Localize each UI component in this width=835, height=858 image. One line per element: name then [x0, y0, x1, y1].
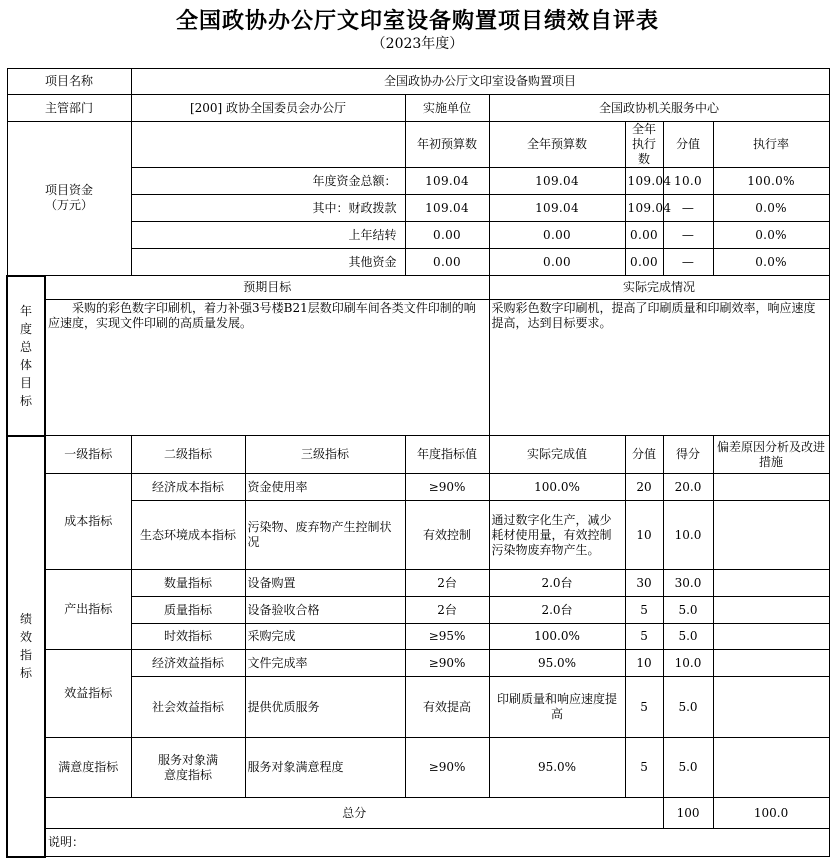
score-cell: 5.0 [663, 738, 713, 798]
funds-row-executed: 109.04 [625, 195, 663, 222]
level1-cost: 成本指标 [45, 474, 131, 570]
funds-row-value: 10.0 [663, 168, 713, 195]
value-cell: 10 [625, 501, 663, 570]
funds-row-name: 年度资金总额： [131, 168, 405, 195]
funds-row-annual: 0.00 [489, 249, 625, 276]
deviation-cell [713, 474, 829, 501]
note-label: 说明： [45, 829, 829, 857]
target-cell: ≥90% [405, 650, 489, 677]
level2-cell: 数量指标 [131, 570, 245, 597]
goals-expected-header: 预期目标 [45, 276, 489, 300]
funds-row-value: — [663, 195, 713, 222]
indicator-row [7, 738, 829, 798]
perf-header-target: 年度指标值 [405, 436, 489, 474]
target-cell: ≥95% [405, 624, 489, 650]
total-row [7, 798, 829, 829]
project-name-value: 全国政协办公厅文印室设备购置项目 [131, 69, 829, 95]
impl-label: 实施单位 [405, 95, 489, 122]
perf-header-row [7, 436, 829, 474]
funds-row-rate: 0.0% [713, 195, 829, 222]
level3-cell: 设备购置 [245, 570, 405, 597]
funds-label-line1: 项目资金 [45, 183, 94, 198]
funds-row-name: 其中：财政拨款 [131, 195, 405, 222]
department-row [7, 95, 829, 122]
perf-header-level1: 一级指标 [45, 436, 131, 474]
funds-row-initial: 0.00 [405, 222, 489, 249]
funds-row-rate: 100.0% [713, 168, 829, 195]
value-cell: 10 [625, 650, 663, 677]
funds-row-initial: 0.00 [405, 249, 489, 276]
indicator-row [7, 650, 829, 677]
actual-cell: 通过数字化生产，减少耗材使用量，有效控制污染物废弃物产生。 [489, 501, 625, 570]
actual-cell: 95.0% [489, 650, 625, 677]
dept-value: [200] 政协全国委员会办公厅 [131, 95, 405, 122]
perf-header-deviation: 偏差原因分析及改进措施 [713, 436, 829, 474]
funds-row-initial: 109.04 [405, 168, 489, 195]
funds-header-row [7, 122, 829, 168]
funds-header-value: 分值 [663, 122, 713, 168]
score-cell: 20.0 [663, 474, 713, 501]
score-cell: 10.0 [663, 501, 713, 570]
target-cell: ≥90% [405, 738, 489, 798]
perf-side-label: 绩效指标 [7, 436, 45, 857]
funds-row-executed: 109.04 [625, 168, 663, 195]
deviation-cell [713, 677, 829, 738]
deviation-cell [713, 624, 829, 650]
score-cell: 30.0 [663, 570, 713, 597]
target-cell: 有效控制 [405, 501, 489, 570]
level3-cell: 提供优质服务 [245, 677, 405, 738]
funds-row-executed: 0.00 [625, 222, 663, 249]
page-title: 全国政协办公厅文印室设备购置项目绩效自评表 [175, 8, 659, 34]
level3-cell: 污染物、废弃物产生控制状况 [245, 501, 405, 570]
funds-row [7, 168, 829, 195]
actual-cell: 2.0台 [489, 570, 625, 597]
actual-cell: 2.0台 [489, 597, 625, 624]
total-score: 100.0 [713, 798, 829, 829]
value-cell: 5 [625, 624, 663, 650]
funds-row [7, 249, 829, 276]
level2-cell: 时效指标 [131, 624, 245, 650]
funds-row-executed: 0.00 [625, 249, 663, 276]
level3-cell: 采购完成 [245, 624, 405, 650]
funds-row-annual: 109.04 [489, 195, 625, 222]
total-label: 总分 [45, 798, 663, 829]
indicator-row [7, 474, 829, 501]
indicator-row [7, 570, 829, 597]
goals-content-row [7, 300, 829, 436]
value-cell: 20 [625, 474, 663, 501]
goals-header-row [7, 276, 829, 300]
deviation-cell [713, 597, 829, 624]
perf-header-level2: 二级指标 [131, 436, 245, 474]
indicator-row [7, 501, 829, 570]
funds-row-name: 上年结转 [131, 222, 405, 249]
project-name-label: 项目名称 [7, 69, 131, 95]
deviation-cell [713, 570, 829, 597]
goals-actual-text: 采购彩色数字印刷机，提高了印刷质量和印刷效率，响应速度提高，达到目标要求。 [489, 300, 829, 436]
funds-header-initial: 年初预算数 [405, 122, 489, 168]
funds-row-rate: 0.0% [713, 249, 829, 276]
target-cell: 有效提高 [405, 677, 489, 738]
note-row [7, 829, 829, 857]
perf-header-actual: 实际完成值 [489, 436, 625, 474]
level3-cell: 服务对象满意程度 [245, 738, 405, 798]
perf-header-value: 分值 [625, 436, 663, 474]
score-cell: 5.0 [663, 624, 713, 650]
level1-satisfaction: 满意度指标 [45, 738, 131, 798]
dept-label: 主管部门 [7, 95, 131, 122]
value-cell: 5 [625, 677, 663, 738]
level3-cell: 资金使用率 [245, 474, 405, 501]
funds-row [7, 222, 829, 249]
target-cell: 2台 [405, 570, 489, 597]
score-cell: 5.0 [663, 677, 713, 738]
level3-cell: 设备验收合格 [245, 597, 405, 624]
funds-row-initial: 109.04 [405, 195, 489, 222]
funds-row-annual: 0.00 [489, 222, 625, 249]
target-cell: ≥90% [405, 474, 489, 501]
score-cell: 10.0 [663, 650, 713, 677]
perf-header-score: 得分 [663, 436, 713, 474]
total-value: 100 [663, 798, 713, 829]
project-name-row [7, 69, 829, 95]
level2-cell: 经济成本指标 [131, 474, 245, 501]
funds-header-blank [131, 122, 405, 168]
funds-label-line2: （万元） [45, 198, 94, 213]
funds-row-name: 其他资金 [131, 249, 405, 276]
impl-value: 全国政协机关服务中心 [489, 95, 829, 122]
goals-side-label: 年度总体目标 [7, 276, 45, 436]
value-cell: 5 [625, 597, 663, 624]
level1-benefit: 效益指标 [45, 650, 131, 738]
indicator-row [7, 624, 829, 650]
evaluation-table [6, 68, 830, 858]
goals-expected-text: 采购的彩色数字印刷机，着力补强3号楼B21层数印刷车间各类文件印制的响应速度，实现文件印刷的高质量发展。 [45, 300, 489, 436]
perf-header-level3: 三级指标 [245, 436, 405, 474]
actual-cell: 100.0% [489, 624, 625, 650]
value-cell: 30 [625, 570, 663, 597]
level1-output: 产出指标 [45, 570, 131, 650]
indicator-row [7, 677, 829, 738]
indicator-row [7, 597, 829, 624]
funds-header-executed: 全年执行数 [625, 122, 663, 168]
level2-cell: 社会效益指标 [131, 677, 245, 738]
deviation-cell [713, 650, 829, 677]
level3-cell: 文件完成率 [245, 650, 405, 677]
funds-row-annual: 109.04 [489, 168, 625, 195]
funds-row [7, 195, 829, 222]
target-cell: 2台 [405, 597, 489, 624]
funds-row-rate: 0.0% [713, 222, 829, 249]
score-cell: 5.0 [663, 597, 713, 624]
actual-cell: 印刷质量和响应速度提高 [489, 677, 625, 738]
level2-cell: 服务对象满意度指标 [131, 738, 245, 798]
level2-cell: 经济效益指标 [131, 650, 245, 677]
goals-actual-header: 实际完成情况 [489, 276, 829, 300]
actual-cell: 95.0% [489, 738, 625, 798]
funds-header-rate: 执行率 [713, 122, 829, 168]
funds-row-value: — [663, 249, 713, 276]
funds-label [7, 122, 131, 276]
level2-cell: 质量指标 [131, 597, 245, 624]
funds-row-value: — [663, 222, 713, 249]
level2-cell: 生态环境成本指标 [131, 501, 245, 570]
deviation-cell [713, 738, 829, 798]
page-subtitle: （2023年度） [371, 36, 464, 52]
actual-cell: 100.0% [489, 474, 625, 501]
funds-header-annual: 全年预算数 [489, 122, 625, 168]
value-cell: 5 [625, 738, 663, 798]
deviation-cell [713, 501, 829, 570]
